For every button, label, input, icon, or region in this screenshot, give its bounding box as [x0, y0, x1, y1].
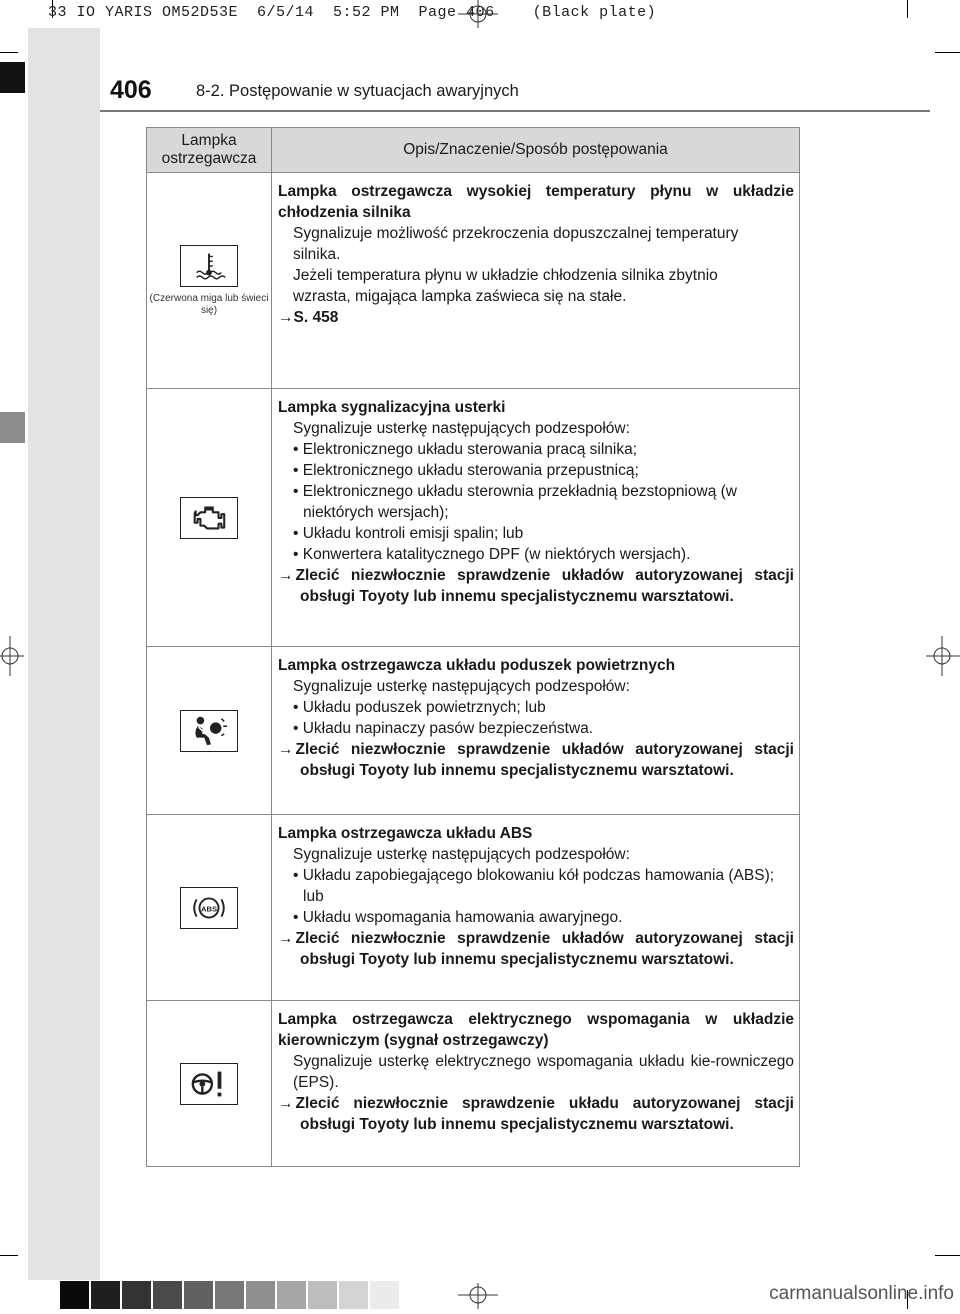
- table-row: [147, 389, 800, 647]
- list-item: • Elektronicznego układu sterowania pracą silnika;: [293, 441, 638, 458]
- page-reference: [278, 307, 794, 328]
- row-title: Lampka sygnalizacyjna usterki: [278, 399, 506, 416]
- description-intro: Sygnalizuje usterkę elektrycznego wspomagania układu kie-rowniczego (EPS).: [293, 1053, 794, 1091]
- list-item: • Elektronicznego układu sterowania przepustnicą;: [293, 462, 639, 479]
- description-intro: Sygnalizuje usterkę następujących podzespołów:: [293, 846, 630, 863]
- lamp-cell: [147, 1001, 272, 1167]
- description-cell: [272, 647, 800, 815]
- action-text: Zlecić niezwłocznie sprawdzenie układów autoryzowanej stacji obsługi Toyoty lub innemu specjalistycznemu warsztatowi.: [295, 567, 794, 605]
- list-item: • Układu wspomagania hamowania awaryjnego.: [293, 909, 623, 926]
- description-line: wzrasta, migająca lampka zaświeca się na stałe.: [293, 288, 627, 305]
- column-header-lamp: Lampka ostrzegawcza: [147, 128, 272, 173]
- reference-link: S. 458: [293, 309, 339, 326]
- power-steering-warning-icon: [180, 1063, 238, 1105]
- bullet-list: [278, 697, 794, 739]
- description-intro: Sygnalizuje usterkę następujących podzespołów:: [293, 420, 630, 437]
- abs-label: ABS: [200, 903, 218, 913]
- action-instruction: [278, 565, 794, 607]
- table-row: [147, 815, 800, 1001]
- section-title: 8-2. Postępowanie w sytuacjach awaryjnych: [196, 82, 519, 100]
- list-item: • Układu poduszek powietrznych; lub: [293, 699, 546, 716]
- list-item: • Elektronicznego układu sterownia przekładnią bezstopniową (w niektórych wersjach);: [293, 483, 737, 521]
- warning-lights-table: [146, 127, 800, 1167]
- page-margin-strip: [28, 28, 100, 1280]
- table-row: [147, 647, 800, 815]
- crop-mark: [0, 52, 18, 53]
- action-text: Zlecić niezwłocznie sprawdzenie układów autoryzowanej stacji obsługi Toyoty lub innemu specjalistycznemu warsztatowi.: [295, 741, 794, 779]
- description-cell: [272, 815, 800, 1001]
- list-item: • Konwertera katalitycznego DPF (w niektórych wersjach).: [293, 546, 691, 563]
- list-item: • Układu kontroli emisji spalin; lub: [293, 525, 524, 542]
- crop-mark: [935, 52, 960, 53]
- description-line: Sygnalizuje możliwość przekroczenia dopuszczalnej temperatury: [293, 225, 739, 242]
- list-item: • Układu napinaczy pasów bezpieczeństwa.: [293, 720, 594, 737]
- arrow-icon: →: [278, 567, 294, 584]
- column-header-description: Opis/Znaczenie/Sposób postępowania: [272, 128, 800, 173]
- action-instruction: [278, 739, 794, 781]
- description-intro: Sygnalizuje usterkę następujących podzespołów:: [293, 678, 630, 695]
- lamp-cell: [147, 389, 272, 647]
- lamp-cell: [147, 815, 272, 1001]
- action-instruction: [278, 1093, 794, 1135]
- airbag-icon: [180, 710, 238, 752]
- row-title-continued: kierowniczym (sygnał ostrzegawczy): [278, 1032, 549, 1049]
- row-title: Lampka ostrzegawcza elektrycznego wspomagania w układzie: [278, 1011, 794, 1028]
- print-header: 33 IO YARIS OM52D53E 6/5/14 5:52 PM Page 406 (Black plate): [48, 4, 657, 21]
- row-title-continued: chłodzenia silnika: [278, 204, 411, 221]
- watermark: carmanualsonline.info: [769, 1283, 954, 1304]
- list-item: • Układu zapobiegającego blokowaniu kół podczas hamowania (ABS); lub: [293, 867, 775, 905]
- bullet-list: [278, 439, 794, 565]
- bullet-list: [278, 865, 794, 928]
- registration-mark-icon: [0, 636, 24, 676]
- description-cell: [272, 389, 800, 647]
- arrow-icon: →: [278, 1095, 294, 1112]
- registration-mark-icon: [458, 1283, 498, 1309]
- page-number: 406: [110, 76, 152, 104]
- table-row: [147, 173, 800, 389]
- abs-icon: [180, 887, 238, 929]
- lamp-cell: [147, 173, 272, 389]
- description-line: silnika.: [293, 246, 341, 263]
- coolant-temperature-icon: [180, 245, 238, 287]
- lamp-cell: [147, 647, 272, 815]
- crop-mark: [0, 1255, 18, 1256]
- chapter-tab: [0, 62, 25, 93]
- registration-mark-icon: [458, 0, 498, 28]
- crop-mark: [907, 0, 908, 18]
- arrow-icon: →: [278, 741, 294, 758]
- action-text: Zlecić niezwłocznie sprawdzenie układów autoryzowanej stacji obsługi Toyoty lub innemu specjalistycznemu warsztatowi.: [295, 930, 794, 968]
- color-calibration-bar: [60, 1281, 401, 1314]
- description-cell: [272, 1001, 800, 1167]
- row-title: Lampka ostrzegawcza układu poduszek powietrznych: [278, 657, 676, 674]
- description-cell: [272, 173, 800, 389]
- row-title: Lampka ostrzegawcza wysokiej temperatury płynu w układzie: [278, 183, 794, 200]
- check-engine-icon: [180, 497, 238, 539]
- header-rule: [100, 110, 930, 112]
- action-instruction: [278, 928, 794, 970]
- action-text: Zlecić niezwłocznie sprawdzenie układu autoryzowanej stacji obsługi Toyoty lub innemu specjalistycznemu warsztatowi.: [295, 1095, 794, 1133]
- arrow-icon: →: [278, 309, 294, 326]
- table-header-row: [147, 128, 800, 173]
- crop-mark: [935, 1255, 960, 1256]
- row-title: Lampka ostrzegawcza układu ABS: [278, 825, 533, 842]
- description-line: Jeżeli temperatura płynu w układzie chłodzenia silnika zbytnio: [293, 267, 718, 284]
- registration-mark-icon: [926, 636, 960, 676]
- lamp-note: (Czerwona miga lub świeci się): [149, 292, 269, 316]
- section-tab: [0, 412, 25, 443]
- arrow-icon: →: [278, 930, 294, 947]
- table-row: [147, 1001, 800, 1167]
